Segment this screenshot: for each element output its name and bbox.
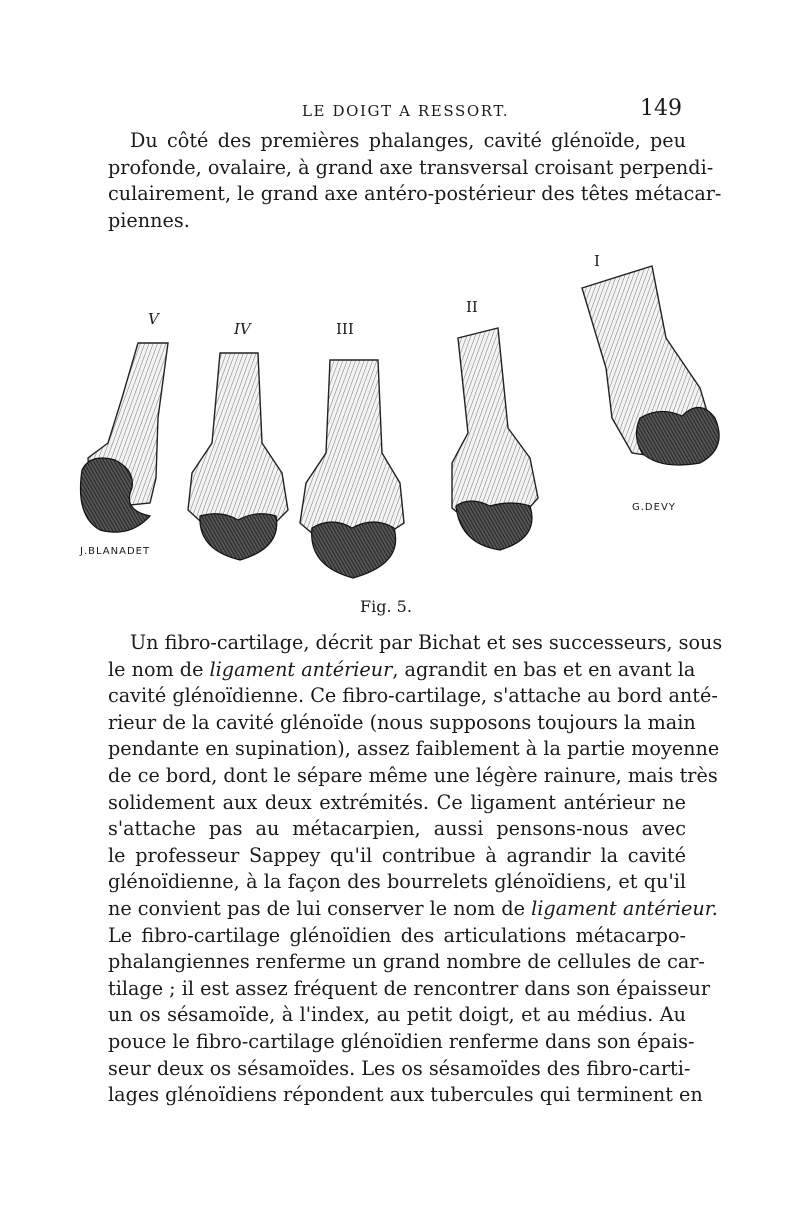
italic-term: ligament antérieur. xyxy=(531,896,718,920)
paragraph-fibrocartilage xyxy=(108,630,723,1109)
text-line: rieur de la cavité glénoïde (nous supposons toujours la main xyxy=(108,710,696,734)
bone-iii xyxy=(300,360,404,578)
bone-label-iv: IV xyxy=(234,320,251,338)
engraver-credit: J.BLANADET xyxy=(80,546,151,557)
bone-v xyxy=(80,343,168,532)
text-line: phalangiennes renferme un grand nombre de cellules de car- xyxy=(108,950,705,974)
text-line: tilage ; il est assez fréquent de rencontrer dans son épaisseur xyxy=(108,976,711,1000)
text-line: solidement aux deux extrémités. Ce ligament antérieur ne xyxy=(108,790,686,814)
artist-credit: G.DEVY xyxy=(632,502,676,513)
text-line: de ce bord, dont le sépare même une légère rainure, mais très xyxy=(108,763,718,787)
italic-term: ligament antérieur xyxy=(209,657,393,681)
bone-label-i: I xyxy=(594,252,600,270)
text-segment: le nom de xyxy=(108,657,210,681)
bone-label-ii: II xyxy=(466,298,478,316)
bone-i xyxy=(582,266,719,465)
text-line: Le fibro-cartilage glénoïdien des articulations métacarpo- xyxy=(108,923,686,947)
figure-caption: Fig. 5. xyxy=(360,597,412,616)
paragraph-intro xyxy=(108,128,722,234)
text-segment: ne convient pas de lui conserver le nom de xyxy=(108,896,532,920)
text-line: s'attache pas au métacarpien, aussi pensons-nous avec xyxy=(108,817,686,841)
running-title: LE DOIGT A RESSORT. xyxy=(302,102,510,120)
text-line: Du côté des premières phalanges, cavité glénoïde, peu xyxy=(130,129,686,152)
bone-ii xyxy=(452,328,538,550)
bone-label-iii: III xyxy=(336,320,354,338)
text-line: le professeur Sappey qu'il contribue à agrandir la cavité xyxy=(108,843,686,867)
text-line xyxy=(108,896,718,923)
text-line: seur deux os sésamoïdes. Les os sésamoïdes des fibro-carti- xyxy=(108,1056,691,1080)
text-line: un os sésamoïde, à l'index, au petit doigt, et au médius. Au xyxy=(108,1003,686,1027)
text-line: pendante en supination), assez faiblement à la partie moyenne xyxy=(108,737,720,761)
text-line: cavité glénoïdienne. Ce fibro-cartilage, s'attache au bord anté- xyxy=(108,684,718,708)
text-line: glénoïdienne, à la façon des bourrelets glénoïdiens, et qu'il xyxy=(108,870,686,894)
metacarpal-engraving xyxy=(60,248,750,598)
text-line: Un fibro-cartilage, décrit par Bichat et ses successeurs, sous xyxy=(130,631,723,654)
text-line: culairement, le grand axe antéro-postérieur des têtes métacar- xyxy=(108,182,722,206)
text-line: pouce le fibro-cartilage glénoïdien renferme dans son épais- xyxy=(108,1029,695,1053)
bone-iv xyxy=(188,353,288,560)
text-line: lages glénoïdiens répondent aux tubercules qui terminent en xyxy=(108,1083,703,1107)
text-line: piennes. xyxy=(108,208,190,232)
metacarpal-figure xyxy=(60,248,750,598)
bone-label-v: V xyxy=(148,310,159,328)
text-line xyxy=(108,657,696,684)
running-head xyxy=(108,96,684,126)
text-segment: , agrandit en bas et en avant la xyxy=(392,657,696,681)
page-number: 149 xyxy=(640,96,682,121)
text-line: profonde, ovalaire, à grand axe transversal croisant perpendi- xyxy=(108,155,714,179)
